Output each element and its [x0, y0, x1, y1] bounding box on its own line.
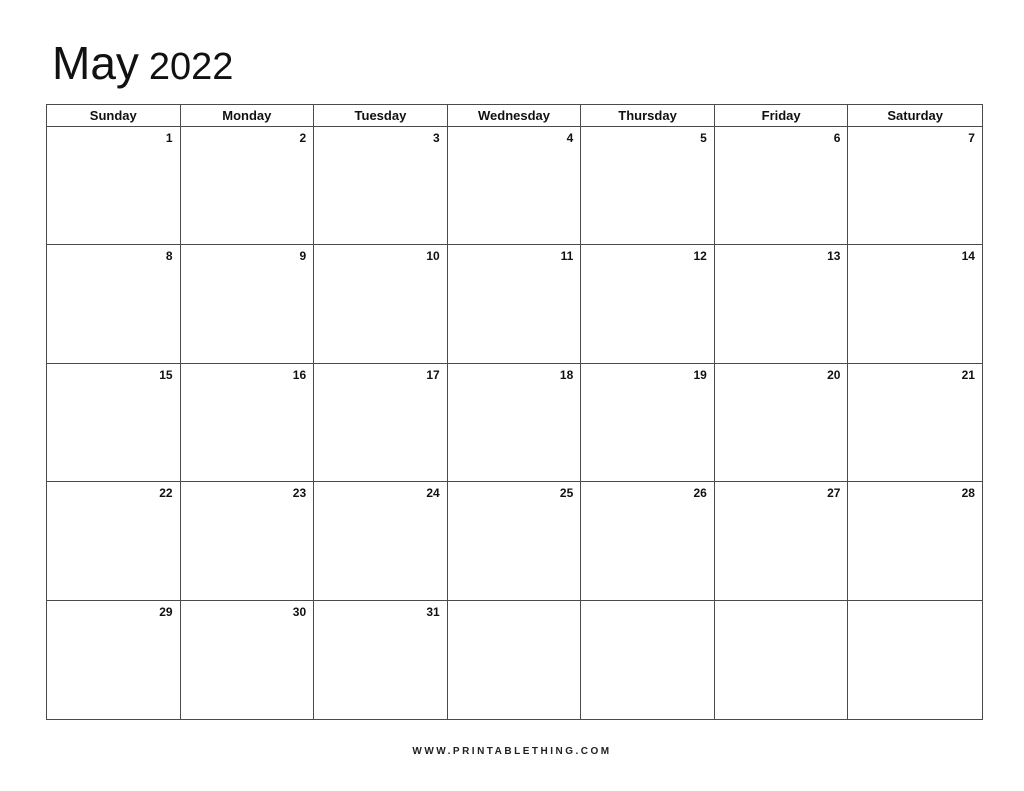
day-number: 30: [292, 604, 307, 619]
day-cell: [581, 601, 715, 719]
day-cell: [181, 127, 315, 245]
day-number: 13: [827, 249, 841, 264]
day-number: 31: [426, 604, 440, 619]
day-cell: [181, 245, 315, 363]
day-cell: [448, 482, 582, 600]
day-number: 12: [693, 249, 707, 264]
day-cell: [314, 127, 448, 245]
day-cell: [47, 127, 181, 245]
day-number: 25: [559, 486, 574, 501]
day-cell: [314, 245, 448, 363]
day-cell: [715, 601, 849, 719]
day-number: 16: [292, 367, 307, 382]
day-cell: [47, 364, 181, 482]
calendar-grid: [46, 104, 983, 720]
weekday-header-monday: Monday: [181, 105, 315, 127]
day-number: 17: [426, 367, 440, 382]
day-number: 5: [700, 131, 707, 145]
day-cell: [314, 482, 448, 600]
day-cell: [448, 127, 582, 245]
day-cell: [314, 601, 448, 719]
day-number: 23: [292, 486, 307, 501]
calendar-title: [52, 36, 233, 92]
day-cell: [448, 245, 582, 363]
day-number: 7: [968, 131, 975, 145]
day-number: 22: [159, 486, 173, 501]
day-cell: [848, 601, 982, 719]
day-cell: [181, 364, 315, 482]
weekday-header-thursday: Thursday: [581, 105, 715, 127]
day-cell: [581, 364, 715, 482]
day-number: 19: [693, 367, 707, 382]
day-number: 26: [693, 486, 707, 501]
weekday-header-saturday: Saturday: [848, 105, 982, 127]
footer-website: WWW.PRINTABLETHING.COM: [412, 746, 612, 757]
day-cell: [715, 127, 849, 245]
day-cell: [848, 482, 982, 600]
day-number: 14: [961, 249, 975, 264]
day-number: 15: [159, 367, 173, 382]
day-cell: [181, 601, 315, 719]
day-cell: [581, 482, 715, 600]
day-cell: [581, 245, 715, 363]
day-number: 20: [827, 367, 841, 382]
day-number: 24: [426, 486, 440, 501]
day-number: 11: [560, 249, 574, 264]
day-number: 28: [961, 486, 975, 501]
day-number: 4: [566, 131, 574, 145]
day-cell: [47, 245, 181, 363]
day-cell: [715, 482, 849, 600]
day-cell: [314, 364, 448, 482]
day-number: 1: [165, 131, 173, 145]
day-cell: [848, 245, 982, 363]
day-cell: [47, 601, 181, 719]
day-number: 10: [426, 249, 440, 264]
day-cell: [715, 245, 849, 363]
day-cell: [181, 482, 315, 600]
day-number: 27: [827, 486, 841, 501]
day-number: 29: [159, 604, 173, 619]
day-cell: [47, 482, 181, 600]
day-number: 2: [299, 131, 307, 145]
year-label: 2022: [148, 46, 234, 88]
day-number: 18: [559, 367, 574, 382]
weekday-header-tuesday: Tuesday: [314, 105, 448, 127]
month-label: May: [52, 37, 139, 89]
day-number: 3: [433, 131, 440, 145]
day-number: 9: [299, 249, 307, 264]
day-number: 21: [961, 367, 975, 382]
weekday-header-sunday: Sunday: [47, 105, 181, 127]
day-cell: [848, 364, 982, 482]
weekday-header-friday: Friday: [715, 105, 849, 127]
weekday-header-wednesday: Wednesday: [448, 105, 582, 127]
day-cell: [581, 127, 715, 245]
day-number: 6: [833, 131, 841, 145]
day-number: 8: [165, 249, 173, 264]
day-cell: [848, 127, 982, 245]
day-cell: [448, 601, 582, 719]
day-cell: [448, 364, 582, 482]
day-cell: [715, 364, 849, 482]
